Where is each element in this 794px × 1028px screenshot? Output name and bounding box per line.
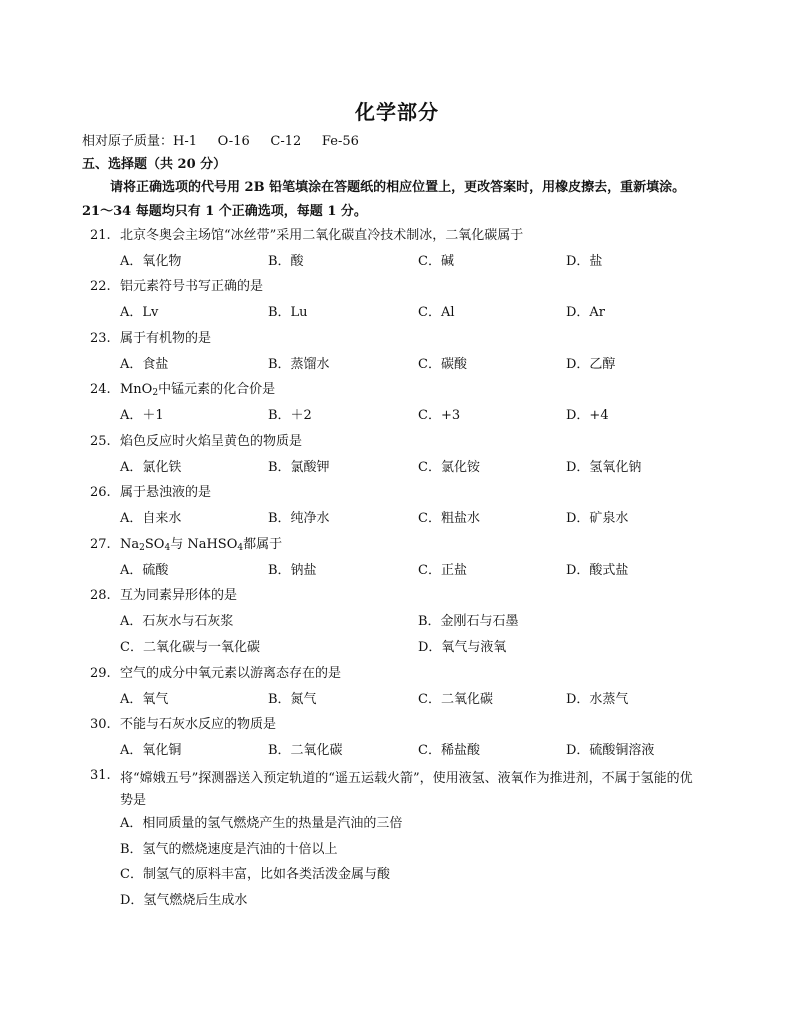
- option-a: A．相同质量的氢气燃烧产生的热量是汽油的三倍: [120, 816, 403, 831]
- option-a: A．石灰水与石灰浆: [120, 614, 234, 629]
- instruction-line-1: 请将正确选项的代号用 2B 铅笔填涂在答题纸的相应位置上，更改答案时，用橡皮擦去，重新填涂。: [110, 180, 686, 195]
- option-c: C．碳酸: [418, 357, 467, 372]
- option-c: C．稀盐酸: [418, 743, 480, 758]
- option-d: D．+4: [566, 408, 609, 423]
- option-c: C．二氧化碳与一氧化碳: [120, 640, 260, 655]
- option-c: C．二氧化碳: [418, 692, 493, 707]
- question-number: 26.: [90, 485, 111, 500]
- question-number: 31.: [90, 768, 111, 783]
- question-stem: 不能与石灰水反应的物质是: [120, 717, 277, 732]
- stem-text: 中锰元素的化合价是: [158, 382, 276, 397]
- question-number: 22.: [90, 279, 111, 294]
- question-number: 27.: [90, 537, 111, 552]
- question-number: 21.: [90, 228, 111, 243]
- section-heading: 五、选择题（共 20 分）: [82, 157, 227, 172]
- formula-subscript: 2: [139, 543, 145, 553]
- option-a: A．氧化铜: [120, 743, 182, 758]
- question-stem: 北京冬奥会主场馆“冰丝带”采用二氧化碳直冷技术制冰，二氧化碳属于: [120, 228, 524, 243]
- option-d: D．水蒸气: [566, 692, 629, 707]
- question-number: 28.: [90, 588, 111, 603]
- option-b: B．金刚石与石墨: [418, 614, 519, 629]
- atomic-masses: 相对原子质量：H-1 O-16 C-12 Fe-56: [82, 134, 359, 149]
- question-stem: 将“嫦娥五号”探测器送入预定轨道的“遥五运载火箭”，使用液氢、液氧作为推进剂，不属于氢能的优势是: [120, 771, 693, 808]
- option-d: D．乙醇: [566, 357, 616, 372]
- option-d: D．氧气与液氧: [418, 640, 507, 655]
- option-b: B．钠盐: [268, 563, 317, 578]
- question-number: 29.: [90, 666, 111, 681]
- option-c: C．Al: [418, 305, 455, 320]
- question-stem: 空气的成分中氧元素以游离态存在的是: [120, 666, 342, 681]
- option-a: A．Lv: [120, 305, 159, 320]
- option-c: C．正盐: [418, 563, 467, 578]
- question-number: 23.: [90, 331, 111, 346]
- option-d: D．氢氧化钠: [566, 460, 642, 475]
- question-stem: 互为同素异形体的是: [120, 588, 238, 603]
- option-b: B．纯净水: [268, 511, 330, 526]
- stem-text: 都属于: [243, 537, 283, 552]
- question-stem: 属于悬浊液的是: [120, 485, 212, 500]
- option-a: A．食盐: [120, 357, 169, 372]
- question-stem: [120, 537, 282, 553]
- option-b: B．氢气的燃烧速度是汽油的十倍以上: [120, 842, 338, 857]
- option-b: B．氮气: [268, 692, 317, 707]
- formula-subscript: 2: [152, 388, 159, 398]
- option-a: A．硫酸: [120, 563, 169, 578]
- option-a: A．自来水: [120, 511, 182, 526]
- option-d: D．盐: [566, 254, 603, 269]
- formula-subscript: 4: [164, 543, 171, 553]
- option-c: C．氯化铵: [418, 460, 480, 475]
- option-d: D．酸式盐: [566, 563, 629, 578]
- question-number: 24.: [90, 382, 111, 397]
- option-c: C．制氢气的原料丰富，比如各类活泼金属与酸: [120, 867, 390, 882]
- option-c: C．粗盐水: [418, 511, 480, 526]
- option-a: A．＋1: [120, 408, 164, 423]
- option-c: C．碱: [418, 254, 454, 269]
- option-b: B．蒸馏水: [268, 357, 330, 372]
- formula-part: 与 NaHSO: [170, 537, 238, 552]
- option-d: D．硫酸铜溶液: [566, 743, 655, 758]
- question-stem: 铝元素符号书写正确的是: [120, 279, 264, 294]
- formula-part: MnO: [120, 382, 153, 397]
- option-d: D．矿泉水: [566, 511, 629, 526]
- option-a: A．氯化铁: [120, 460, 182, 475]
- option-a: A．氧气: [120, 692, 169, 707]
- instruction-line-2: 21～34 每题均只有 1 个正确选项，每题 1 分。: [82, 204, 367, 219]
- option-d: D．Ar: [566, 305, 606, 320]
- option-b: B．酸: [268, 254, 304, 269]
- formula-subscript: 4: [237, 543, 244, 553]
- option-a: A．氧化物: [120, 254, 182, 269]
- question-stem: 属于有机物的是: [120, 331, 212, 346]
- question-stem: [120, 382, 275, 398]
- option-b: B．＋2: [268, 408, 312, 423]
- formula-part: Na: [120, 537, 140, 552]
- option-b: B．Lu: [268, 305, 308, 320]
- option-b: B．氯酸钾: [268, 460, 330, 475]
- formula-part: SO: [144, 537, 165, 552]
- option-d: D．氢气燃烧后生成水: [120, 893, 248, 908]
- option-b: B．二氧化碳: [268, 743, 343, 758]
- question-number: 30.: [90, 717, 111, 732]
- question-number: 25.: [90, 434, 111, 449]
- question-stem: 焰色反应时火焰呈黄色的物质是: [120, 434, 303, 449]
- option-c: C．+3: [418, 408, 461, 423]
- page-title: 化学部分: [355, 100, 439, 124]
